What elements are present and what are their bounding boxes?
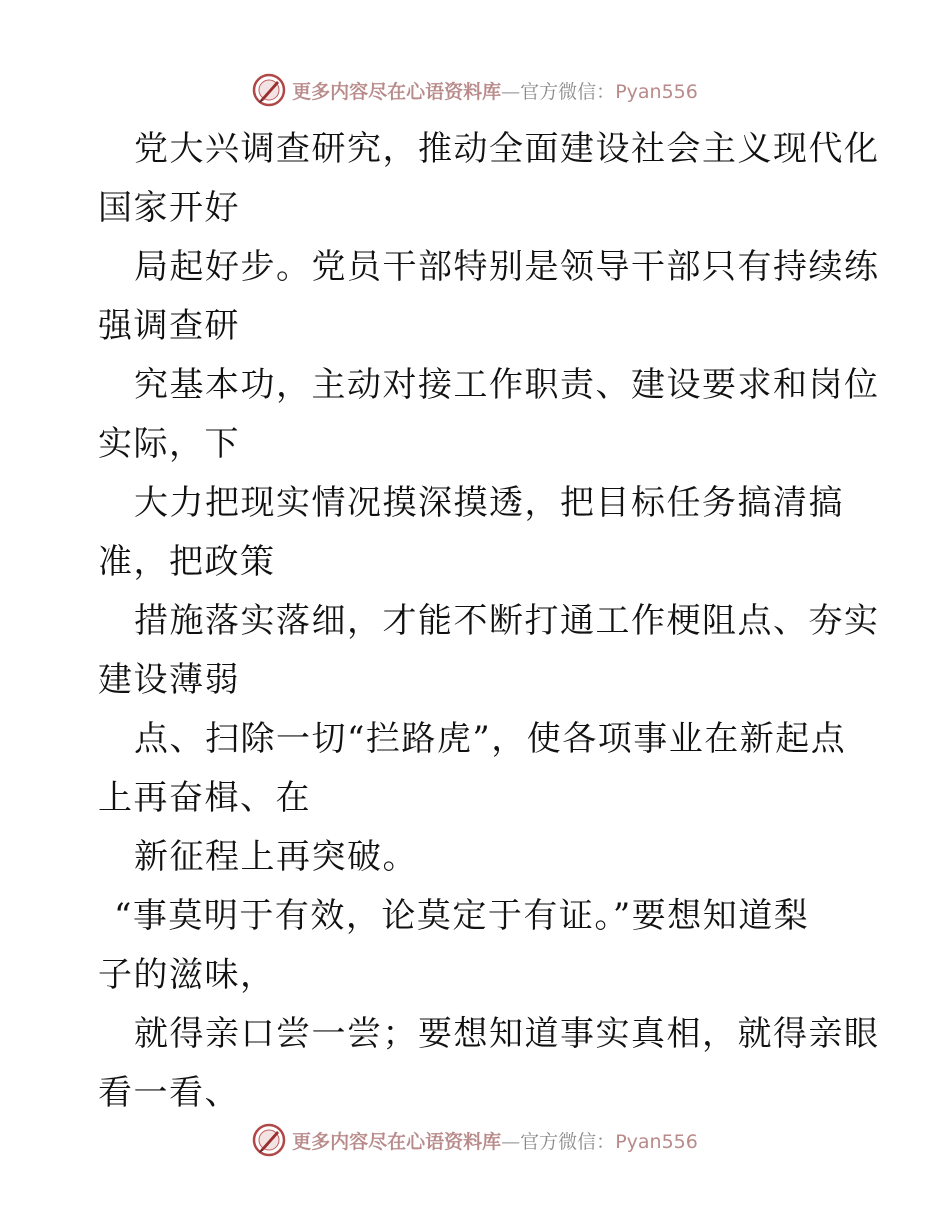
text-line: “事莫明于有效，论莫定于有证。”要想知道梨 [114,896,810,936]
quill-logo-icon [252,73,286,107]
text-line: 新征程上再突破。 [134,837,418,877]
text-line: 子的滋味， [98,955,276,995]
watermark-separator: — [501,1130,521,1153]
text-line: 国家开好 [98,188,240,228]
watermark-text [292,77,698,104]
text-line: 大力把现实情况摸深摸透，把目标任务搞清搞 [134,483,844,523]
watermark-text [292,1127,698,1154]
watermark-separator: — [501,80,521,103]
text-line: 局起好步。党员干部特别是领导干部只有持续练 [134,247,880,287]
text-line: 上再奋楫、在 [98,778,311,818]
text-line: 看一看、 [98,1073,240,1113]
watermark-label: 官方微信： [520,80,616,103]
text-line: 究基本功，主动对接工作职责、建设要求和岗位 [134,365,880,405]
text-line: 就得亲口尝一尝；要想知道事实真相，就得亲眼 [134,1014,880,1054]
header-watermark [0,70,950,110]
text-line: 点、扫除一切“拦路虎”，使各项事业在新起点 [134,719,847,759]
watermark-main-text: 更多内容尽在心语资料库 [292,80,502,103]
footer-watermark [0,1120,950,1160]
text-line: 强调查研 [98,306,240,346]
watermark-wechat-id: Pyan556 [615,1130,698,1153]
watermark-main-text: 更多内容尽在心语资料库 [292,1130,502,1153]
watermark-wechat-id: Pyan556 [615,80,698,103]
document-body [98,120,880,1123]
text-line: 准，把政策 [98,542,276,582]
text-line: 党大兴调查研究，推动全面建设社会主义现代化 [134,129,880,169]
text-line: 实际，下 [98,424,240,464]
watermark-label: 官方微信： [520,1130,616,1153]
text-line: 措施落实落细，才能不断打通工作梗阻点、夯实 [134,601,880,641]
text-line: 建设薄弱 [98,660,240,700]
quill-logo-icon [252,1123,286,1157]
